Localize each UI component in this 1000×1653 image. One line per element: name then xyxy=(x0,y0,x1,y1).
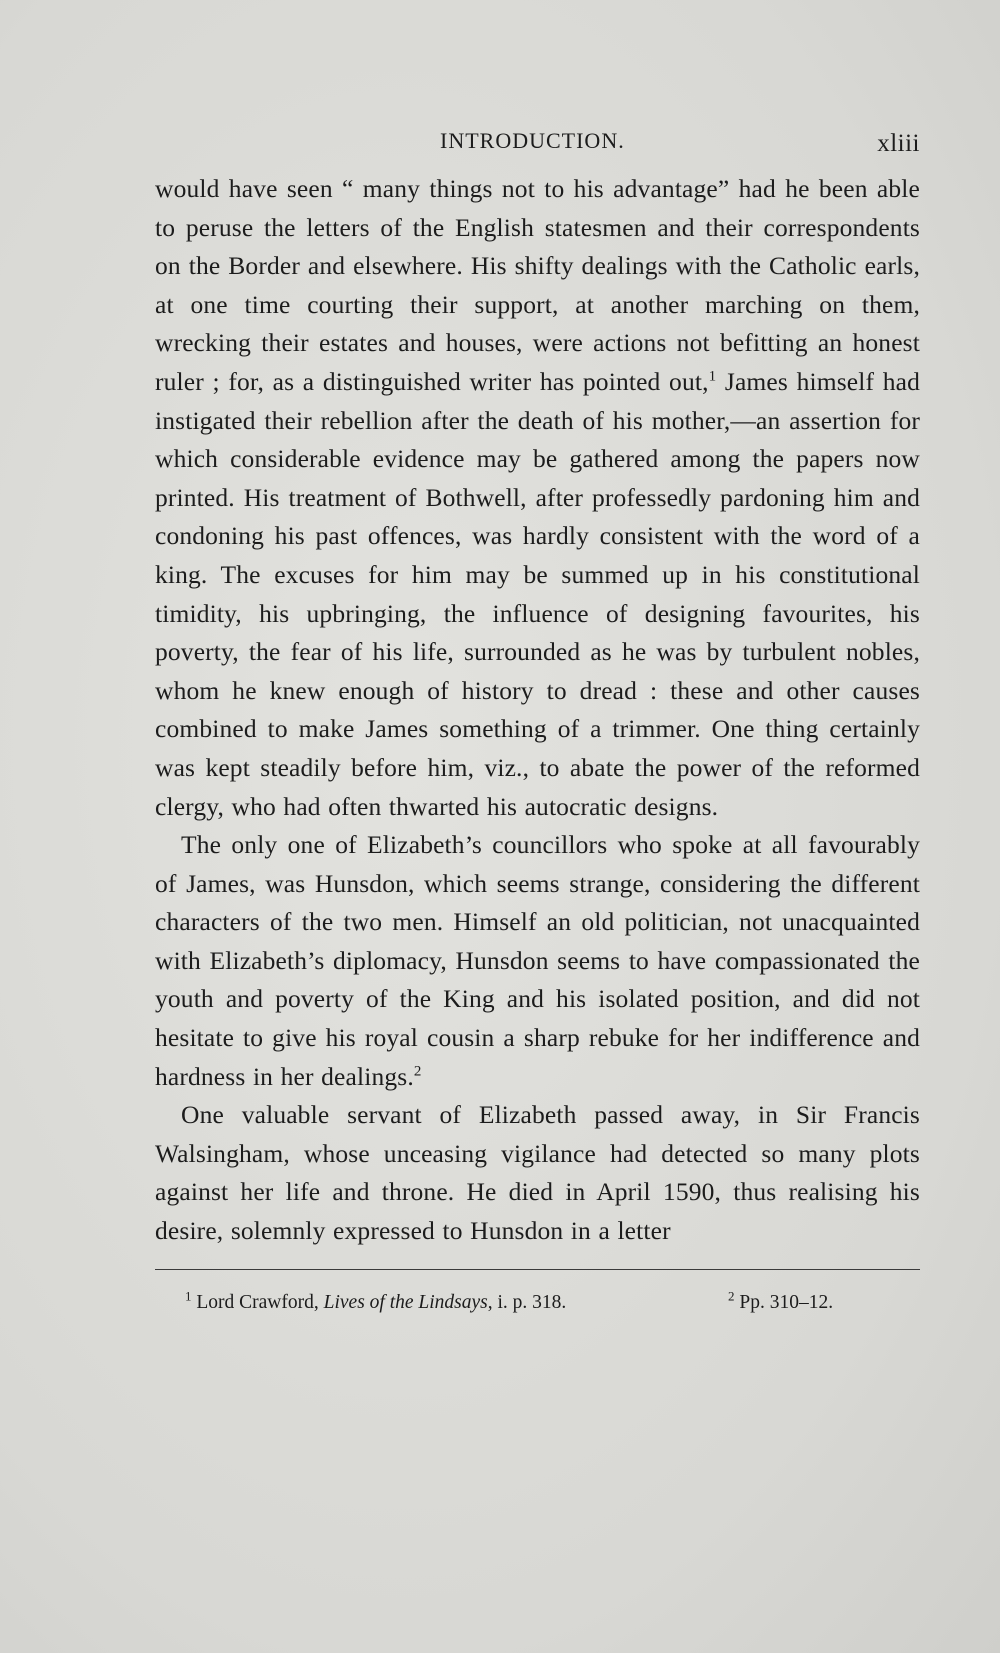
paragraph-1-text-b: James himself had instigated their rebellion after the death of his mother,—an assertion for which considerable evidence may be gathered among the papers now printed. His treatment of Bothwell, after professedly pardoning him and condoning his past offences, was hardly consistent with the word of a king. The excuses for him may be summed up in his constitutional timidity, his upbringing, the influence of designing favourites, his poverty, the fear of his life, surrounded as he was by turbulent nobles, whom he knew enough of history to dread : these and other causes combined to make James something of a trimmer. One thing certainly was kept steadily before him, viz., to abate the power of the reformed clergy, who had often thwarted his autocratic designs. xyxy=(155,366,920,821)
paragraph-1-text-a: would have seen “ many things not to his advantage” had he been able to peruse the letters of the English statesmen and their correspondents on the Border and elsewhere. His shifty dealings with the Catholic earls, at one time courting their support, at another marching on them, wrecking their estates and houses, were actions not befitting an honest ruler ; for, as a distinguished writer has pointed out, xyxy=(155,174,920,396)
paragraph-3-text: One valuable servant of Elizabeth passed away, in Sir Francis Walsingham, whose unceasing vigilance had detected so many plots against her life and throne. He died in April 1590, thus realising his desire, solemnly expressed to Hunsdon in a letter xyxy=(155,1100,920,1246)
footnote-2-mark: 2 xyxy=(728,1288,735,1304)
running-title: INTRODUCTION. xyxy=(440,128,625,153)
paragraph-2-text: The only one of Elizabeth’s councillors who spoke at all favourably of James, was Hunsdon, which seems strange, considering the different characters of the two men. Himself an old politician, not unacquainted with Elizabeth’s diplomacy, Hunsdon seems to have compassionated the youth and poverty of the King and his isolated position, and did not hesitate to give his royal cousin a sharp rebuke for her indifference and hardness in her dealings. xyxy=(155,830,920,1091)
paragraph-2 xyxy=(155,826,920,1096)
footnote-1 xyxy=(185,1288,567,1314)
footnote-2-text: Pp. 310–12. xyxy=(734,1291,834,1313)
footnote-ref-1: 1 xyxy=(708,368,717,385)
footnote-1-title: Lives of the Lindsays xyxy=(323,1291,488,1313)
footnote-2 xyxy=(728,1288,834,1314)
footnote-1-mark: 1 xyxy=(185,1288,192,1304)
paragraph-1 xyxy=(155,170,920,826)
footnotes xyxy=(155,1284,920,1324)
book-page xyxy=(155,122,920,1324)
page-number: xliii xyxy=(877,130,920,157)
footnote-1-pre: Lord Crawford, xyxy=(191,1291,324,1313)
footnote-ref-2: 2 xyxy=(413,1063,422,1080)
paragraph-3 xyxy=(155,1096,920,1250)
footnote-rule xyxy=(155,1269,920,1270)
footnote-1-post: , i. p. 318. xyxy=(487,1291,567,1313)
running-head xyxy=(155,122,920,162)
